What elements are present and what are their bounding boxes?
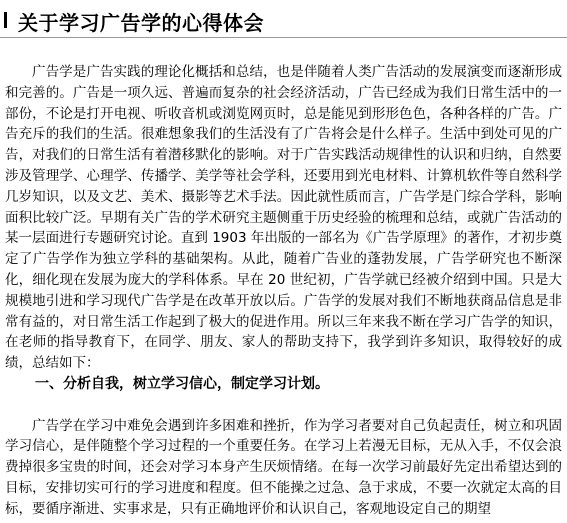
- title-bar: [0, 0, 567, 38]
- article-body: [5, 62, 562, 520]
- page-title: 关于学习广告学的心得体会: [18, 11, 264, 35]
- paragraph-learning-confidence: 广告学在学习中难免会遇到许多困难和挫折，作为学习者要对自己负起责任，树立和巩固学习信心，是伴随整个学习过程的一个重要任务。在学习上若漫无目标，无从入手，不仅会浪费掉很多宝贵的时间，还会对学习本身产生厌烦情绪。在每一次学习前最好先定出希望达到的目标，安排切实可行的学习进度和程度。但不能操之过急、急于求成，不要一次就定太高的目标，要循序渐进、实事求是，只有正确地评价和认识自己，客观地设定自己的期望: [5, 417, 562, 517]
- paragraph-spacer: [5, 395, 562, 416]
- section-heading-1: 一、分析自我，树立学习信心，制定学习计划。: [35, 375, 329, 392]
- title-marker-bar: [4, 12, 7, 28]
- paragraph-intro: 广告学是广告实践的理论化概括和总结，也是伴随着人类广告活动的发展演变而逐渐形成和完善的。广告是一项久远、普遍而复杂的社会经济活动，广告已经成为我们日常生活中的一部份，不论是打开电视、听收音机或浏览网页时，总是能见到形形色色，各种各样的广告。广告充斥的我们的生活。很难想象我们的生活没有了广告将会是什么样子。生活中到处可见的广告，对我们的日常生活有着潜移默化的影响。对于广告实践活动规律性的认识和归纳，自然要涉及管理学、心理学、传播学、美学等社会学科，还要用到光电材料、计算机软件等自然科学几岁知识，以及文艺、美术、摄影等艺术手法。因此就性质而言，广告学是门综合学科，影响面积比较广泛。早期有关广告的学术研究主题侧重于历史经验的梳理和总结，或就广告活动的某一层面进行专题研究讨论。直到 1903 年出版的一部名为《广告学原理》的著作，才初步奠定了广告学作为独立学科的基础架构。从此，随着广告业的蓬勃发展，广告学研究也不断深化，细化现在发展为庞大的学科体系。早在 20 世纪初，广告学就已经被介绍到中国。只是大规模地引进和学习现代广告学是在改革开放以后。广告学的发展对我们不断地获商品信息是非常有益的，对日常生活工作起到了极大的促进作用。所以三年来我不断在学习广告学的知识，在老师的指导教育下，在同学、朋友、家人的帮助支持下，我学到许多知识，取得较好的成绩，总结如下：: [5, 64, 562, 372]
